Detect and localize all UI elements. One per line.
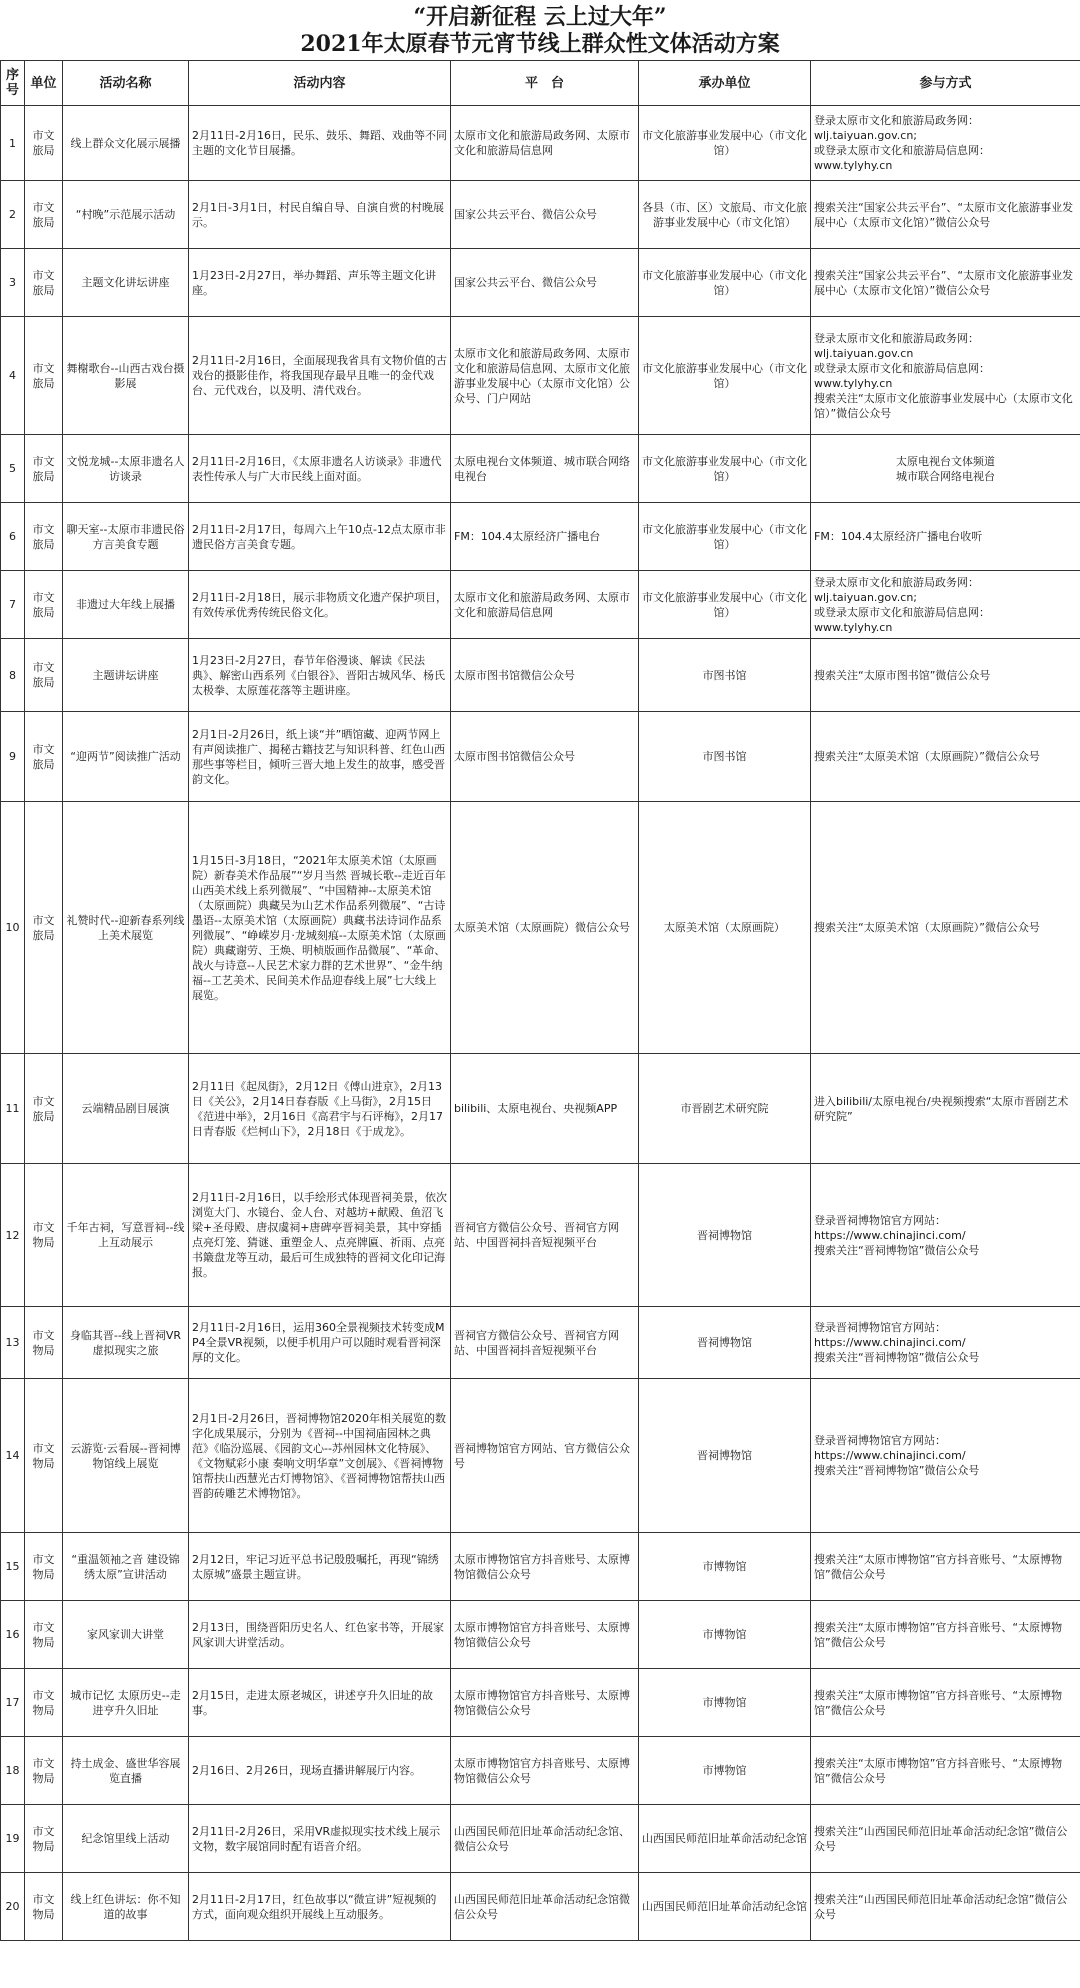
row-seq: 1: [1, 106, 25, 181]
row-platform: 太原市博物馆官方抖音账号、太原博物馆微信公众号: [451, 1669, 639, 1737]
row-organizer: 市文化旅游事业发展中心（市文化馆）: [639, 503, 811, 571]
title-line-1: “开启新征程 云上过大年”: [413, 4, 667, 30]
row-activity-name: “重温领袖之音 建设锦绣太原”宣讲活动: [63, 1533, 189, 1601]
row-activity-name: 纪念馆里线上活动: [63, 1805, 189, 1873]
table-row: [1, 1873, 1080, 1941]
row-seq: 15: [1, 1533, 25, 1601]
row-organizer: 晋祠博物馆: [639, 1379, 811, 1533]
row-platform: 太原电视台文体频道、城市联合网络电视台: [451, 435, 639, 503]
row-platform: 太原市博物馆官方抖音账号、太原博物馆微信公众号: [451, 1533, 639, 1601]
row-seq: 20: [1, 1873, 25, 1941]
row-unit: 市文旅局: [25, 106, 63, 181]
table-row: [1, 1601, 1080, 1669]
row-activity-name: 城市记忆 太原历史--走进亨升久旧址: [63, 1669, 189, 1737]
row-unit: 市文物局: [25, 1601, 63, 1669]
row-seq: 10: [1, 802, 25, 1054]
row-platform: 晋祠官方微信公众号、晋祠官方网站、中国晋祠抖音短视频平台: [451, 1307, 639, 1379]
row-organizer: 晋祠博物馆: [639, 1307, 811, 1379]
row-activity-content: 2月12日，牢记习近平总书记殷殷嘱托，再现“锦绣太原城”盛景主题宣讲。: [189, 1533, 451, 1601]
table-row: [1, 1307, 1080, 1379]
row-unit: 市文旅局: [25, 712, 63, 802]
table-row: [1, 639, 1080, 712]
row-unit: 市文旅局: [25, 435, 63, 503]
row-organizer: 市文化旅游事业发展中心（市文化馆）: [639, 571, 811, 639]
row-unit: 市文旅局: [25, 802, 63, 1054]
row-organizer: 市博物馆: [639, 1533, 811, 1601]
row-activity-name: 非遗过大年线上展播: [63, 571, 189, 639]
row-unit: 市文物局: [25, 1307, 63, 1379]
row-organizer: 市晋剧艺术研究院: [639, 1054, 811, 1164]
row-participation-method: 搜索关注“太原市图书馆”微信公众号: [811, 639, 1080, 712]
row-participation-method: 搜索关注“太原美术馆（太原画院）”微信公众号: [811, 712, 1080, 802]
row-organizer: 山西国民师范旧址革命活动纪念馆: [639, 1805, 811, 1873]
row-unit: 市文旅局: [25, 181, 63, 249]
row-organizer: 市文化旅游事业发展中心（市文化馆）: [639, 435, 811, 503]
row-activity-content: 2月16日、2月26日，现场直播讲解展厅内容。: [189, 1737, 451, 1805]
row-platform: 太原市图书馆微信公众号: [451, 639, 639, 712]
table-row: [1, 106, 1080, 181]
row-activity-name: 礼赞时代--迎新春系列线上美术展览: [63, 802, 189, 1054]
row-activity-name: “迎两节”阅读推广活动: [63, 712, 189, 802]
row-activity-content: 2月11日-2月17日，红色故事以“微宣讲”短视频的方式，面向观众组织开展线上互动服务。: [189, 1873, 451, 1941]
row-participation-method: 登录太原市文化和旅游局政务网： wlj.taiyuan.gov.cn; 或登录太原市文化和旅游局信息网： www.tylyhy.cn: [811, 571, 1080, 639]
row-organizer: 市博物馆: [639, 1669, 811, 1737]
row-activity-content: 2月11日-2月16日，全面展现我省具有文物价值的古戏台的摄影佳作，将我国现存最早且唯一的金代戏台、元代戏台，以及明、清代戏台。: [189, 317, 451, 435]
row-seq: 3: [1, 249, 25, 317]
row-seq: 17: [1, 1669, 25, 1737]
row-activity-name: 主题讲坛讲座: [63, 639, 189, 712]
row-unit: 市文旅局: [25, 503, 63, 571]
row-participation-method: 登录晋祠博物馆官方网站： https://www.chinajinci.com/ 搜索关注“晋祠博物馆”微信公众号: [811, 1307, 1080, 1379]
row-platform: 太原市文化和旅游局政务网、太原市文化和旅游局信息网、太原市文化旅游事业发展中心（太原市文化馆）公众号、门户网站: [451, 317, 639, 435]
row-activity-content: 2月15日，走进太原老城区，讲述亨升久旧址的故事。: [189, 1669, 451, 1737]
header-name: 活动名称: [63, 61, 189, 106]
row-participation-method: 搜索关注“太原市博物馆”官方抖音账号、“太原博物馆”微信公众号: [811, 1601, 1080, 1669]
row-activity-content: 2月1日-2月26日，晋祠博物馆2020年相关展览的数字化成果展示，分别为《晋祠--中国祠庙园林之典范》《临汾巡展、《园韵文心--苏州园林文化特展》、《文物赋彩小康 奏响文明华章”文创展》、《晋祠博物馆帮扶山西慧光古灯博物馆》、《晋祠博物馆帮扶山西晋韵砖雕艺术博物馆》。: [189, 1379, 451, 1533]
row-unit: 市文物局: [25, 1164, 63, 1307]
row-seq: 16: [1, 1601, 25, 1669]
row-seq: 8: [1, 639, 25, 712]
row-seq: 6: [1, 503, 25, 571]
row-activity-content: 2月1日-2月26日，纸上谈“并”晒馆藏、迎两节网上有声阅读推广、揭秘古籍技艺与知识科普、红色山西那些事等栏目，倾听三晋大地上发生的故事，感受晋韵文化。: [189, 712, 451, 802]
row-organizer: 太原美术馆（太原画院）: [639, 802, 811, 1054]
row-participation-method: 进入bilibili/太原电视台/央视频搜索“太原市晋剧艺术研究院”: [811, 1054, 1080, 1164]
row-activity-name: 线上群众文化展示展播: [63, 106, 189, 181]
header-unit: 单位: [25, 61, 63, 106]
table-row: [1, 571, 1080, 639]
row-participation-method: 搜索关注“太原市博物馆”官方抖音账号、“太原博物馆”微信公众号: [811, 1737, 1080, 1805]
header-platform: 平 台: [451, 61, 639, 106]
row-participation-method: 登录晋祠博物馆官方网站： https://www.chinajinci.com/ 搜索关注“晋祠博物馆”微信公众号: [811, 1379, 1080, 1533]
row-activity-name: 聊天室--太原市非遗民俗方言美食专题: [63, 503, 189, 571]
row-activity-name: 线上红色讲坛：你不知道的故事: [63, 1873, 189, 1941]
row-seq: 4: [1, 317, 25, 435]
row-participation-method: 搜索关注“国家公共云平台”、“太原市文化旅游事业发展中心（太原市文化馆）”微信公众号: [811, 181, 1080, 249]
table-row: [1, 317, 1080, 435]
row-organizer: 市博物馆: [639, 1737, 811, 1805]
row-unit: 市文旅局: [25, 639, 63, 712]
row-activity-content: 2月11日-2月16日，《太原非遗名人访谈录》非遗代表性传承人与广大市民线上面对面。: [189, 435, 451, 503]
row-unit: 市文物局: [25, 1669, 63, 1737]
row-participation-method: 登录晋祠博物馆官方网站： https://www.chinajinci.com/ 搜索关注“晋祠博物馆”微信公众号: [811, 1164, 1080, 1307]
table-body: [1, 106, 1080, 1941]
table-row: [1, 1669, 1080, 1737]
row-unit: 市文旅局: [25, 249, 63, 317]
table-row: [1, 712, 1080, 802]
row-participation-method: 搜索关注“太原市博物馆”官方抖音账号、“太原博物馆”微信公众号: [811, 1669, 1080, 1737]
row-activity-name: 云端精品剧目展演: [63, 1054, 189, 1164]
row-organizer: 晋祠博物馆: [639, 1164, 811, 1307]
row-platform: 晋祠博物馆官方网站、官方微信公众号: [451, 1379, 639, 1533]
table-row: [1, 249, 1080, 317]
row-activity-content: 2月11日《起凤街》，2月12日《傅山进京》，2月13日《关公》，2月14日春春版《上马街》，2月15日《范进中举》，2月16日《高君宇与石评梅》，2月17日青春版《烂柯山下》，2月18日《于成龙》。: [189, 1054, 451, 1164]
row-unit: 市文物局: [25, 1379, 63, 1533]
header-method: 参与方式: [811, 61, 1080, 106]
header-seq: 序号: [1, 61, 25, 106]
row-organizer: 市博物馆: [639, 1601, 811, 1669]
row-activity-content: 2月11日-2月16日，民乐、鼓乐、舞蹈、戏曲等不同主题的文化节目展播。: [189, 106, 451, 181]
row-activity-name: 舞榭歌台--山西古戏台摄影展: [63, 317, 189, 435]
row-platform: 太原美术馆（太原画院）微信公众号: [451, 802, 639, 1054]
row-unit: 市文旅局: [25, 1054, 63, 1164]
row-seq: 5: [1, 435, 25, 503]
row-activity-name: 千年古祠，写意晋祠--线上互动展示: [63, 1164, 189, 1307]
row-participation-method: 搜索关注“山西国民师范旧址革命活动纪念馆”微信公众号: [811, 1873, 1080, 1941]
row-unit: 市文物局: [25, 1737, 63, 1805]
row-participation-method: 搜索关注“国家公共云平台”、“太原市文化旅游事业发展中心（太原市文化馆）”微信公众号: [811, 249, 1080, 317]
title-line-2: 2021年太原春节元宵节线上群众性文体活动方案: [300, 31, 780, 57]
row-activity-name: “村晚”示范展示活动: [63, 181, 189, 249]
row-seq: 13: [1, 1307, 25, 1379]
row-platform: 晋祠官方微信公众号、晋祠官方网站、中国晋祠抖音短视频平台: [451, 1164, 639, 1307]
row-participation-method: 太原电视台文体频道 城市联合网络电视台: [811, 435, 1080, 503]
row-seq: 14: [1, 1379, 25, 1533]
row-platform: 太原市博物馆官方抖音账号、太原博物馆微信公众号: [451, 1737, 639, 1805]
row-participation-method: 搜索关注“太原市博物馆”官方抖音账号、“太原博物馆”微信公众号: [811, 1533, 1080, 1601]
row-organizer: 各县（市、区）文旅局、市文化旅游事业发展中心（市文化馆）: [639, 181, 811, 249]
row-organizer: 市图书馆: [639, 712, 811, 802]
row-platform: 国家公共云平台、微信公众号: [451, 181, 639, 249]
row-activity-content: 2月11日-2月26日，采用VR虚拟现实技术线上展示文物，数字展馆同时配有语音介绍。: [189, 1805, 451, 1873]
row-participation-method: 搜索关注“太原美术馆（太原画院）”微信公众号: [811, 802, 1080, 1054]
row-activity-name: 家风家训大讲堂: [63, 1601, 189, 1669]
row-platform: 太原市文化和旅游局政务网、太原市文化和旅游局信息网: [451, 571, 639, 639]
table-row: [1, 435, 1080, 503]
row-seq: 2: [1, 181, 25, 249]
table-row: [1, 1805, 1080, 1873]
row-organizer: 山西国民师范旧址革命活动纪念馆: [639, 1873, 811, 1941]
row-platform: bilibili、太原电视台、央视频APP: [451, 1054, 639, 1164]
row-platform: 太原市图书馆微信公众号: [451, 712, 639, 802]
row-organizer: 市文化旅游事业发展中心（市文化馆）: [639, 106, 811, 181]
row-activity-content: 1月15日-3月18日，“2021年太原美术馆（太原画院）新春美术作品展”“岁月当然 晋城长歌--走近百年山西美术线上系列微展”、“中国精神--太原美术馆（太原画院）典藏吴为山艺术作品系列微展”、“古诗墨语--太原美术馆（太原画院）典藏书法诗词作品系列微展”、“峥嵘岁月·龙城刻痕--太原美术馆（太原画院）典藏谢劳、王焕、明桢版画作品微展”、“革命、战火与诗意--人民艺术家力群的艺术世界”、“金牛纳福--工艺美术、民间美术作品迎春线上展”七大线上展览。: [189, 802, 451, 1054]
row-participation-method: FM：104.4太原经济广播电台收听: [811, 503, 1080, 571]
header-organizer: 承办单位: [639, 61, 811, 106]
table-row: [1, 1737, 1080, 1805]
table-row: [1, 1379, 1080, 1533]
table-row: [1, 1164, 1080, 1307]
activity-table: [0, 60, 1080, 1941]
table-row: [1, 181, 1080, 249]
row-platform: 国家公共云平台、微信公众号: [451, 249, 639, 317]
row-activity-name: 云游览·云看展--晋祠博物馆线上展览: [63, 1379, 189, 1533]
row-unit: 市文物局: [25, 1805, 63, 1873]
row-organizer: 市文化旅游事业发展中心（市文化馆）: [639, 249, 811, 317]
row-platform: 太原市文化和旅游局政务网、太原市文化和旅游局信息网: [451, 106, 639, 181]
row-seq: 9: [1, 712, 25, 802]
row-activity-name: 文悦龙城--太原非遗名人访谈录: [63, 435, 189, 503]
row-organizer: 市文化旅游事业发展中心（市文化馆）: [639, 317, 811, 435]
table-row: [1, 503, 1080, 571]
table-header-row: [1, 61, 1080, 106]
row-seq: 11: [1, 1054, 25, 1164]
row-unit: 市文物局: [25, 1533, 63, 1601]
row-unit: 市文旅局: [25, 317, 63, 435]
table-row: [1, 802, 1080, 1054]
row-platform: 太原市博物馆官方抖音账号、太原博物馆微信公众号: [451, 1601, 639, 1669]
row-participation-method: 登录太原市文化和旅游局政务网： wlj.taiyuan.gov.cn; 或登录太原市文化和旅游局信息网： www.tylyhy.cn: [811, 106, 1080, 181]
row-activity-name: 身临其晋--线上晋祠VR虚拟现实之旅: [63, 1307, 189, 1379]
row-activity-content: 1月23日-2月27日，春节年俗漫谈、解读《民法典》、解密山西系列《白银谷》、晋阳古城风华、杨氏太极拳、太原莲花落等主题讲座。: [189, 639, 451, 712]
header-content: 活动内容: [189, 61, 451, 106]
row-activity-content: 2月11日-2月17日，每周六上午10点-12点太原市非遗民俗方言美食专题。: [189, 503, 451, 571]
row-platform: 山西国民师范旧址革命活动纪念馆、微信公众号: [451, 1805, 639, 1873]
row-participation-method: 登录太原市文化和旅游局政务网： wlj.taiyuan.gov.cn 或登录太原市文化和旅游局信息网： www.tylyhy.cn 搜索关注“太原市文化旅游事业发展中心（太原市文化馆）”微信公众号: [811, 317, 1080, 435]
row-activity-content: 2月13日，围绕晋阳历史名人、红色家书等，开展家风家训大讲堂活动。: [189, 1601, 451, 1669]
row-participation-method: 搜索关注“山西国民师范旧址革命活动纪念馆”微信公众号: [811, 1805, 1080, 1873]
row-activity-name: 持土成金、盛世华容展览直播: [63, 1737, 189, 1805]
row-activity-content: 2月11日-2月18日，展示非物质文化遗产保护项目，有效传承优秀传统民俗文化。: [189, 571, 451, 639]
table-row: [1, 1054, 1080, 1164]
row-activity-content: 2月11日-2月16日，运用360全景视频技术转变成MP4全景VR视频，以便手机用户可以随时观看晋祠深厚的文化。: [189, 1307, 451, 1379]
row-seq: 18: [1, 1737, 25, 1805]
row-platform: FM：104.4太原经济广播电台: [451, 503, 639, 571]
table-row: [1, 1533, 1080, 1601]
row-activity-content: 1月23日-2月27日，举办舞蹈、声乐等主题文化讲座。: [189, 249, 451, 317]
row-unit: 市文物局: [25, 1873, 63, 1941]
row-platform: 山西国民师范旧址革命活动纪念馆微信公众号: [451, 1873, 639, 1941]
row-seq: 12: [1, 1164, 25, 1307]
row-organizer: 市图书馆: [639, 639, 811, 712]
row-seq: 19: [1, 1805, 25, 1873]
row-unit: 市文旅局: [25, 571, 63, 639]
row-seq: 7: [1, 571, 25, 639]
row-activity-name: 主题文化讲坛讲座: [63, 249, 189, 317]
row-activity-content: 2月1日-3月1日，村民自编自导、自演自赏的村晚展示。: [189, 181, 451, 249]
row-activity-content: 2月11日-2月16日，以手绘形式体现晋祠美景，依次浏览大门、水镜台、金人台、对越坊+献殿、鱼沼飞梁+圣母殿、唐叔虞祠+唐碑亭晋祠美景，其中穿插点亮灯笼、猜谜、重塑金人、点亮牌匾、祈雨、点亮书簸盘龙等互动，最后可生成独特的晋祠文化印记海报。: [189, 1164, 451, 1307]
